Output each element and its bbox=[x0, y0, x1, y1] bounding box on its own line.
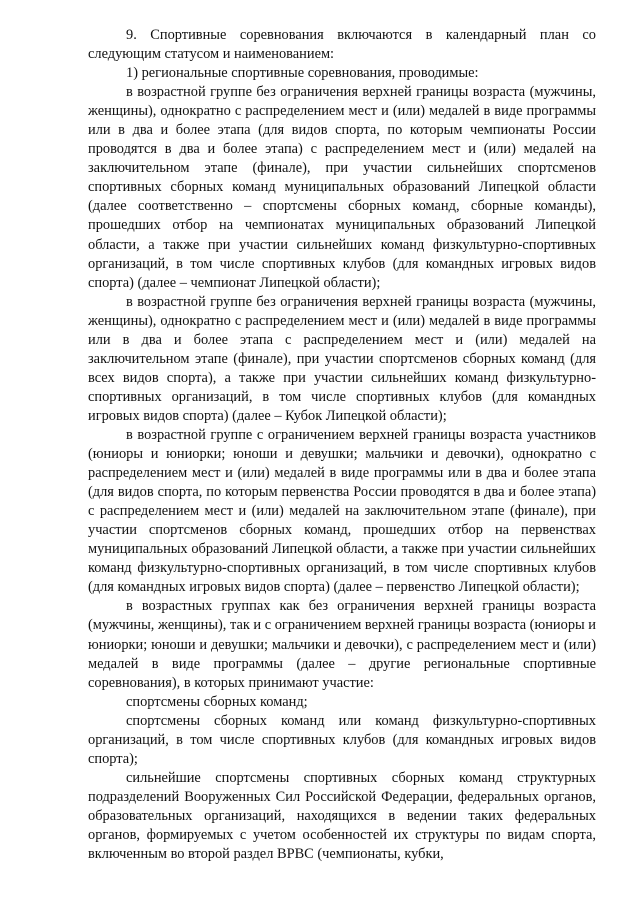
paragraph-youth-championship: в возрастной группе с ограничением верхней границы возраста участников (юниоры и юниорки; юноши и девушки; мальчики и девочки), однократно с распределением мест и (или) медалей в виде программы или в два и более этапа (для видов спорта, по которым первенства России проводятся в два и более этапа) с распределением мест и (или) медалей на заключительном этапе (финале), при участии спортсменов сборных команд, прошедших отбор на первенствах муниципальных образований Липецкой области, а также при участии сильнейших команд физкультурно-спортивных организаций, в том числе спортивных клубов (для командных игровых видов спорта) (далее – первенство Липецкой области); bbox=[88, 426, 596, 596]
paragraph-cup: в возрастной группе без ограничения верхней границы возраста (мужчины, женщины), однократно с распределением мест и (или) медалей в виде программы или в два и более этапа с распределением мест и (или) медалей на заключительном этапе (финале), при участии спортсменов сборных команд (для всех видов спорта), а также при участии сильнейших команд физкультурно-спортивных организаций, в том числе спортивных клубов (для командных игровых видов спорта) (далее – Кубок Липецкой области); bbox=[88, 293, 596, 424]
paragraph-participants-clubs: спортсмены сборных команд или команд физкультурно-спортивных организаций, в том числе спортивных клубов (для командных игровых видов спорта); bbox=[88, 712, 596, 767]
paragraph-participants-teams: спортсмены сборных команд; bbox=[126, 693, 308, 710]
paragraph-clause-9: 9. Спортивные соревнования включаются в календарный план со следующим статусом и наименованием: bbox=[88, 27, 596, 63]
document-page bbox=[88, 26, 596, 864]
paragraph-championship: в возрастной группе без ограничения верхней границы возраста (мужчины, женщины), однократно с распределением мест и (или) медалей в виде программы или в два и более этапа (для видов спорта, по которым чемпионаты России проводятся в два и более этапа) с распределением мест и (или) медалей на заключительном этапе (финале), при участии сильнейших спортсменов спортивных сборных команд муниципальных образований Липецкой области (далее соответственно – спортсмены сборных команд, сборные команды), прошедших отбор на чемпионатах муниципальных образований Липецкой области, а также при участии сильнейших команд физкультурно-спортивных организаций, в том числе спортивных клубов (для командных игровых видов спорта) (далее – чемпионат Липецкой области); bbox=[88, 84, 596, 291]
paragraph-other-competitions: в возрастных группах как без ограничения верхней границы возраста (мужчины, женщины), так и с ограничением верхней границы возраста (юниоры и юниорки; юноши и девушки; мальчики и девочки), с распределением мест и (или) медалей в виде программы (далее – другие региональные спортивные соревнования), в которых принимают участие: bbox=[88, 598, 596, 691]
paragraph-participants-armed-forces: сильнейшие спортсмены спортивных сборных команд структурных подразделений Вооруженных Сил Российской Федерации, федеральных органов, образовательных организаций, находящихся в ведении таких федеральных органов, формируемых с учетом особенностей их структуры по видам спорта, включенным во второй раздел ВРВС (чемпионаты, кубки, bbox=[88, 769, 596, 863]
paragraph-subclause-1: 1) региональные спортивные соревнования, проводимые: bbox=[126, 65, 479, 82]
